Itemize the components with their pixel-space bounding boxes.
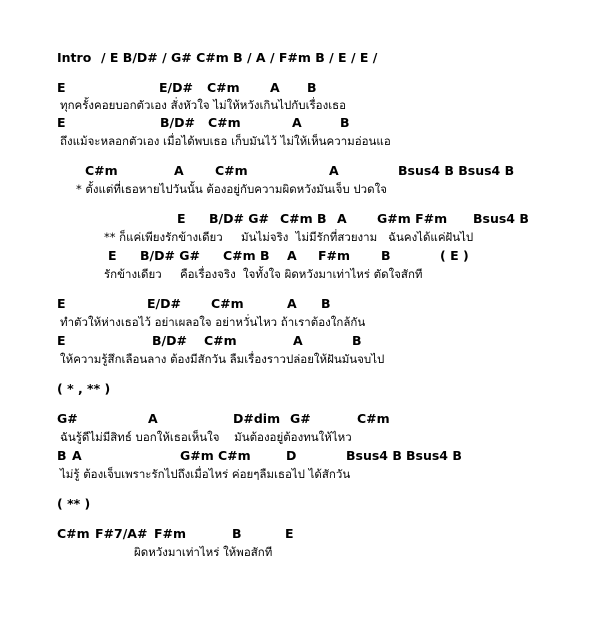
chord: E/D# [147, 296, 181, 311]
bridge-lyric-1: ฉันรู้ดีไม่มีสิทธ์ บอกให้เธอเห็นใจ มันต้องอยู่ต้องทนให้ไหว [60, 430, 352, 444]
chord: A [148, 411, 158, 426]
chord: E [57, 115, 66, 130]
chorus-lyric-2: รักข้างเดียว คือเรื่องจริง ใจทั้งใจ ผิดหวังมาเท่าไหร่ ตัดใจสักที [104, 267, 423, 281]
chord: Bsus4 B [406, 448, 462, 463]
chord: B [57, 448, 67, 463]
verse1-lyric-2: ถึงแม้จะหลอกตัวเอง เมื่อได้พบเธอ เก็บมันไว้ ไม่ให้เห็นความอ่อนแอ [60, 134, 391, 148]
chord: E [57, 80, 66, 95]
chord: G# [290, 411, 311, 426]
verse1-lyric-1: ทุกครั้งคอยบอกตัวเอง สั่งหัวใจ ไม่ให้หวังเกินไปกับเรื่องเธอ [60, 98, 347, 112]
chord: C#m [208, 115, 241, 130]
chord: B [352, 333, 362, 348]
chord: G#m F#m [377, 211, 448, 226]
chord: B/D# [152, 333, 187, 348]
chord: G#m [180, 448, 214, 463]
chord: C#m [211, 296, 244, 311]
intro-label: Intro [57, 50, 92, 65]
chord: Bsus4 B [473, 211, 529, 226]
chord: A [270, 80, 280, 95]
chord: G# [57, 411, 78, 426]
chord: C#m [357, 411, 390, 426]
chord: C#m B [280, 211, 327, 226]
chord: A [287, 248, 297, 263]
chord: Bsus4 B [346, 448, 402, 463]
chord: B [232, 526, 242, 541]
verse2-lyric-2: ให้ความรู้สึกเลือนลาง ต้องมีสักวัน ลืมเรื่องราวปล่อยให้ฝันมันจบไป [60, 352, 385, 366]
chord: E [285, 526, 294, 541]
chord: C#m [207, 80, 240, 95]
chord: E [108, 248, 117, 263]
pre-chorus-lyric: * ตั้งแต่ที่เธอหายไปวันนั้น ต้องอยู่กับความผิดหวังมันเจ็บ ปวดใจ [76, 182, 387, 196]
chord: B [381, 248, 391, 263]
chord: A [337, 211, 347, 226]
chord: B [321, 296, 331, 311]
outro-lyric: ผิดหวังมาเท่าไหร่ ให้พอสักที [134, 545, 273, 559]
chorus-lyric-1: ** ก็แค่เพียงรักข้างเดียว มันไม่จริง ไม่มีรักที่สวยงาม ฉันคงได้แค่ฝันไป [104, 230, 474, 244]
chord: B/D# G# [140, 248, 201, 263]
chord: E [57, 296, 66, 311]
chord: B [340, 115, 350, 130]
verse2-lyric-1: ทำตัวให้ห่างเธอไว้ อย่าเผลอใจ อย่าหวั่นไหว ถ้าเราต้องใกล้กัน [60, 315, 366, 329]
repeat-marker-1: ( * , ** ) [57, 381, 111, 396]
chord: B/D# [160, 115, 195, 130]
chord: F#7/A# [95, 526, 148, 541]
chord: A [293, 333, 303, 348]
chord: C#m [204, 333, 237, 348]
chord: A [72, 448, 82, 463]
chord: B [307, 80, 317, 95]
chord: E [177, 211, 186, 226]
chord: Bsus4 B Bsus4 B [398, 163, 515, 178]
bridge-lyric-2: ไม่รู้ ต้องเจ็บเพราะรักไปถึงเมื่อไหร่ ค่อยๆลืมเธอไป ได้สักวัน [60, 467, 351, 481]
chord: A [287, 296, 297, 311]
chord: C#m [218, 448, 251, 463]
chord: A [292, 115, 302, 130]
chord: E/D# [159, 80, 193, 95]
chord: ( E ) [440, 248, 469, 263]
chord: F#m [154, 526, 187, 541]
chord: D [286, 448, 297, 463]
chord: D#dim [233, 411, 281, 426]
chord: A [174, 163, 184, 178]
intro-progression: / E B/D# / G# C#m B / A / F#m B / E / E / [101, 50, 378, 65]
repeat-marker-2: ( ** ) [57, 496, 91, 511]
chord: E [57, 333, 66, 348]
chord: A [329, 163, 339, 178]
chord: F#m [318, 248, 351, 263]
chord: C#m B [223, 248, 270, 263]
chord: C#m [57, 526, 90, 541]
chord: C#m [215, 163, 248, 178]
chord: C#m [85, 163, 118, 178]
chord: B/D# G# [209, 211, 270, 226]
